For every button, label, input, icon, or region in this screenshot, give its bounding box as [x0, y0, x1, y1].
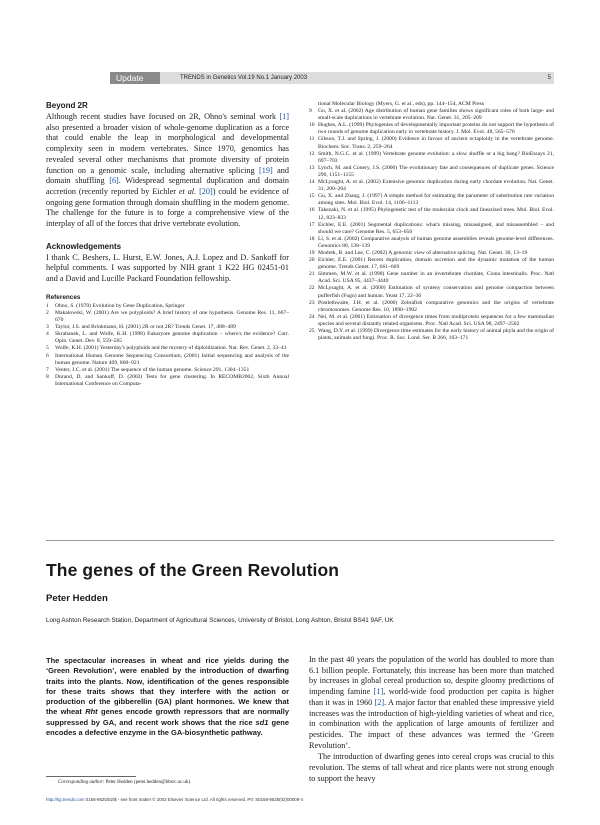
corresponding-author-note: Corresponding author: Peter Hedden (peter.hedden@bbsrc.ac.uk).	[58, 780, 192, 785]
section-heading-ack: Acknowledgements	[46, 241, 122, 251]
section-heading-beyond: Beyond 2R	[46, 101, 88, 110]
citation-link[interactable]: [19]	[259, 165, 273, 175]
reference-item: 2 Makalowski, W. (2001) Are we polyploids? A brief history of one hypothesis. Genome Res. 11, 667–670	[46, 309, 289, 324]
footnote-rule	[46, 776, 136, 777]
references-heading: References	[46, 293, 81, 301]
reference-item: 4 Skrabanek, L. and Wolfe, K.H. (1998) Eukaryote genome duplication – where's the evidence? Curr. Opin. Genet. Dev. 8, 559–565	[46, 331, 289, 345]
section-divider	[46, 540, 554, 541]
reference-list-left	[46, 303, 289, 388]
reference-item: 14 McLysaght, A. et al. (2002) Extensive genomic duplication during early chordate evolution. Nat. Genet. 31, 200–204	[309, 179, 554, 193]
reference-item: 25 Wang, D.Y. et al. (1999) Divergence time estimates for the early history of animal phyla and the origin of plants, animals and fungi. Proc. R. Soc. Lond. Ser. B 266, 163–171	[309, 328, 554, 342]
running-header	[46, 72, 554, 84]
reference-item: 9 Gu, X. et al. (2002) Age distribution of human gene families shows significant roles of both large- and small-scale duplications in vertebrate evolution. Nat. Genet. 31, 205–209	[309, 108, 554, 122]
reference-item: 24 Nei, M. et al. (2001) Estimation of divergence times from multiprotein sequences for a few mammalian species and several distantly related organisms. Proc. Natl Acad. Sci. USA 98, 2497–2502	[309, 313, 554, 327]
reference-item: 16 Takezaki, N. et al. (1995) Phylogenetic test of the molecular clock and linearized trees. Mol. Biol. Evol. 12, 823–833	[309, 207, 554, 221]
intro-paragraph-2: The introduction of dwarfing genes into cereal crops was crucial to this revolution. The stems of tall wheat and rice plants were not strong enough to support the heavy	[309, 752, 554, 783]
reference-item: 20 Eichler, E.E. (2001) Recent duplication, domain accretion and the dynamic mutation of the human genome. Trends Genet. 17, 661–669	[309, 257, 554, 271]
reference-item: 17 Eichler, E.E. (2001) Segmental duplications: what's missing, misassigned, and misassembled – and should we care? Genome Res. 5, 653–656	[309, 221, 554, 235]
ack-paragraph: I thank C. Beshers, L. Hurst, E.W. Jones, A.J. Lopez and D. Sankoff for helpful comments. I was supported by NIH grant 1 K22 HG 02451-01 and a David and Lucille Packard Foundation fellowship.	[46, 252, 289, 284]
citation-link[interactable]: [2]	[374, 697, 385, 707]
reference-list-right	[309, 101, 554, 342]
journal-info: TRENDS in Genetics Vol.19 No.1 January 2003	[180, 75, 308, 81]
reference-item: 21 Simmen, M.W. et al. (1998) Gene number in an invertebrate chordate, Ciona intestinalis. Proc. Natl Acad. Sci. USA 95, 4437–4440	[309, 271, 554, 285]
section-tag: Update	[110, 72, 160, 84]
page-number: 5	[547, 75, 551, 81]
article-abstract: The spectacular increases in wheat and rice yields during the ‘Green Revolution’, were enabled by the introduction of dwarfing traits into the plants. Now, identification of the genes responsible for these traits shows that they interfere with the action or production of the gibberellin (GA) plant hormones. We knew that the wheat Rht genes encode growth repressors that are normally suppressed by GA, and recent work shows that the rice sd1 gene encodes a defective enzyme in the GA-biosynthetic pathway.	[46, 656, 289, 738]
reference-item: tional Molecular Biology (Myers, G. et al., eds), pp. 144–154, ACM Press	[318, 101, 484, 107]
reference-item: 3 Taylor, J.S. and Brinkmann, H. (2001) 2R or not 2R? Trends Genet. 17, 488–489	[46, 324, 236, 331]
author-affiliation: Long Ashton Research Station, Department of Agricultural Sciences, University of Bristol, Long Ashton, Bristol BS41 9AF, UK	[46, 617, 394, 624]
reference-item: 18 Li, S. et al. (2002) Comparative analysis of human genome assemblies reveals genome-level differences. Genomics 80, 138–139	[309, 235, 554, 249]
right-column-top	[309, 101, 554, 342]
left-column-top	[46, 101, 289, 388]
reference-item: 5 Wolfe, K.H. (2001) Yesterday's polyploids and the mystery of diploidization. Nat. Rev. Genet. 2, 33–41	[46, 345, 287, 352]
reference-item: 13 Lynch, M. and Conery, J.S. (2000) The evolutionary fate and consequences of duplicate genes. Science 290, 1151–1155	[309, 164, 554, 178]
reference-item: 1 Ohno, S. (1970) Evolution by Gene Duplication, Springer	[46, 302, 185, 309]
reference-item: 15 Gu, X. and Zhang, J. (1997) A simple method for estimating the parameter of substitution rate variation among sites. Mol. Biol. Evol. 14, 1106–1113	[309, 193, 554, 207]
article-intro	[309, 655, 554, 784]
page-footer: http://tig.trends.com 0168-9525/02/$ - see front matter © 2002 Elsevier Science Ltd. All rights reserved. PII: S0168-9525(02)00009-4	[46, 797, 304, 802]
intro-paragraph-1: In the past 40 years the population of the world has doubled to more than 6.1 billion people. Fortunately, this increase has been more than matched by increases in global cereal production so, despite gloomy predictions of impending famine [1], world-wide food production per capita is higher than it was in 1960 [2]. A major factor that enabled these impressive yield increases was the introduction of high-yielding varieties of wheat and rice, in combination with the application of large amounts of fertilizer and pesticides. The impact of these advances was termed the ‘Green Revolution’.	[309, 655, 554, 750]
reference-item: 11 Gibson, T.J. and Spring, J. (2000) Evidence in favour of ancient octaploidy in the vertebrate genome. Biochem. Soc. Trans. 2, 259–264	[309, 136, 554, 150]
journal-url-link[interactable]: http://tig.trends.com	[46, 797, 85, 802]
header-band	[110, 72, 554, 84]
reference-item: 6 International Human Genome Sequencing Consortium, (2001) Initial sequencing and analysis of the human genome. Nature 409, 860–921	[46, 352, 289, 366]
reference-item: 10 Hughes, A.L. (1999) Phylogenies of developmentally important proteins do not support the hypothesis of two rounds of genome duplication early in vertebrate history. J. Mol. Evol. 48, 565–576	[309, 122, 554, 136]
beyond-paragraph: Although recent studies have focused on 2R, Ohno's seminal work [1] also presented a broader vision of whole-genome duplication as a force that could enable the leap in morphological and developmental complexity seen in modern vertebrates. Since 1970, genomics has revealed several other mechanisms that promote diversity of protein function on a genomic scale, including alternative splicing [19] and domain shuffling [6]. Widespread segmental duplication and domain accretion (recently reported by Eichler et al. [20]) could be evidence of ongoing gene formation through domain shuffling in the modern genome. The challenge for the future is to forge a comprehensive view of the interplay of all of the forces that drive vertebrate evolution.	[46, 112, 290, 229]
reference-item: 7 Venter, J.C. et al. (2001) The sequence of the human genome. Science 291, 1304–1351	[46, 366, 250, 373]
article-author: Peter Hedden	[46, 593, 108, 604]
reference-item: 22 McLysaght, A. et al. (2000) Estimation of synteny conservation and genome compaction between pufferfish (Fugu) and human. Yeast 17, 22–36	[309, 285, 554, 299]
citation-link[interactable]: [20]	[199, 186, 213, 196]
citation-link[interactable]: [1]	[279, 112, 289, 121]
article-title: The genes of the Green Revolution	[46, 560, 340, 580]
reference-item: 8 Durand, D. and Sankoff, D. (2002) Tests for gene clustering. In RECOMB2002, Sixth Annual International Conference on Computa-	[46, 373, 289, 387]
citation-link[interactable]: [1]	[373, 687, 384, 697]
reference-item: 12 Smith, N.G.C. et al. (1999) Vertebrate genome evolution: a slow shuffle or a big bang? BioEssays 21, 697–703	[309, 150, 554, 164]
reference-item: 19 Modrek, B. and Lee, C. (2002) A genomic view of alternative splicing. Nat. Genet. 30, 13–19	[309, 249, 528, 256]
reference-item: 23 Postlethwaite, J.H. et al. (2000) Zebrafish comparative genomics and the origins of vertebrate chromosomes. Genome Res. 10, 1890–1902	[309, 299, 554, 313]
citation-link[interactable]: [6]	[109, 176, 119, 186]
